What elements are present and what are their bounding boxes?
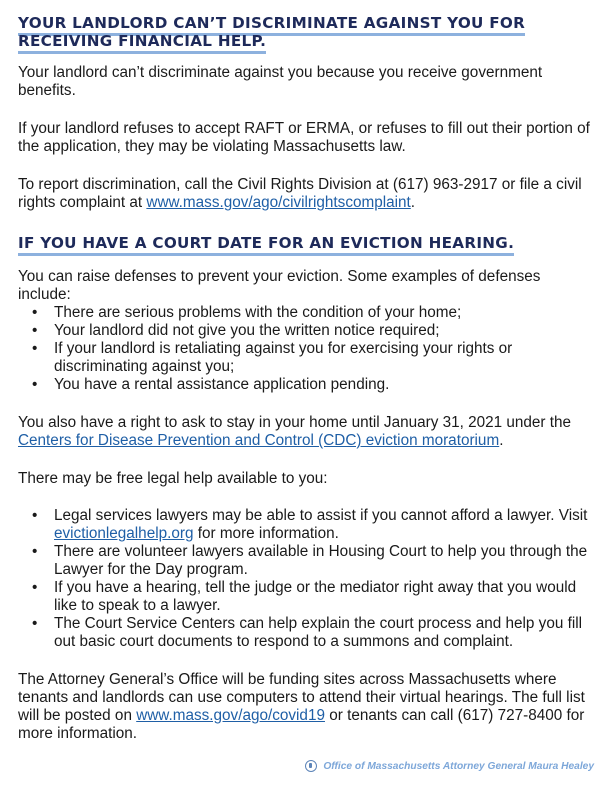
legal-item-text: The Court Service Centers can help explain the court process and help you fill out basic court documents to respond to a summons and complaint. xyxy=(54,615,583,650)
closing-text: The Attorney General’s Office will be funding sites across Massachusetts where tenants and landlords can use computers to attend their virtual hearings. The full list will be posted on xyxy=(18,671,585,724)
defense-text: Your landlord did not give you the written notice required; xyxy=(54,322,440,339)
list-item xyxy=(18,579,593,615)
bullet: • xyxy=(32,304,38,321)
paragraph-benefits: Your landlord can’t discriminate against you because you receive government benefits. xyxy=(18,64,543,99)
bullet: • xyxy=(32,507,38,524)
legal-item-text: Legal services lawyers may be able to assist if you cannot afford a lawyer. Visit xyxy=(54,507,588,524)
legal-help-list xyxy=(18,507,593,651)
heading-eviction-hearing-text: IF YOU HAVE A COURT DATE FOR AN EVICTION HEARING. xyxy=(18,234,514,256)
list-item xyxy=(18,304,593,322)
defense-text: If your landlord is retaliating against you for exercising your rights or discriminating against you; xyxy=(54,340,513,375)
legal-item-text: If you have a hearing, tell the judge or the mediator right away that you would like to speak to a lawyer. xyxy=(54,579,577,614)
heading-discrimination-line1: YOUR LANDLORD CAN’T DISCRIMINATE AGAINST YOU FOR xyxy=(18,14,525,36)
paragraph-defenses-intro: You can raise defenses to prevent your eviction. Some examples of defenses include: xyxy=(18,268,541,303)
covid19-link[interactable]: www.mass.gov/ago/covid19 xyxy=(136,707,325,724)
list-item xyxy=(18,322,593,340)
bullet: • xyxy=(32,543,38,560)
moratorium-text: You also have a right to ask to stay in your home until January 31, 2021 under the xyxy=(18,414,572,431)
defense-text: You have a rental assistance application pending. xyxy=(54,376,390,393)
report-text-end: . xyxy=(410,194,416,211)
state-seal-icon xyxy=(305,760,317,772)
heading-eviction-hearing xyxy=(18,234,593,252)
bullet: • xyxy=(32,376,38,393)
bullet: • xyxy=(32,340,38,357)
document-page xyxy=(18,14,593,743)
list-item xyxy=(18,615,593,651)
paragraph-raft-erma: If your landlord refuses to accept RAFT or ERMA, or refuses to fill out their portion of the application, they may be violating Massachusetts law. xyxy=(18,120,590,155)
legal-item-text: There are volunteer lawyers available in Housing Court to help you through the Lawyer for the Day program. xyxy=(54,543,588,578)
list-item xyxy=(18,376,593,394)
list-item xyxy=(18,507,593,543)
bullet: • xyxy=(32,579,38,596)
bullet: • xyxy=(32,615,38,632)
paragraph-virtual-hearings xyxy=(18,671,593,743)
heading-discrimination xyxy=(18,14,593,50)
defenses-list xyxy=(18,304,593,394)
footer-office-text: Office of Massachusetts Attorney General Maura Healey xyxy=(323,760,594,772)
civil-rights-complaint-link[interactable]: www.mass.gov/ago/civilrightscomplaint xyxy=(146,194,411,211)
paragraph-moratorium xyxy=(18,414,593,450)
footer xyxy=(305,760,594,772)
moratorium-text-end: . xyxy=(499,432,504,449)
legal-item-text-end: for more information. xyxy=(193,525,339,542)
defense-text: There are serious problems with the condition of your home; xyxy=(54,304,462,321)
list-item xyxy=(18,340,593,376)
report-text: To report discrimination, call the Civil Rights Division at (617) 963-2917 or file a civil rights complaint at xyxy=(18,176,582,211)
list-item xyxy=(18,543,593,579)
cdc-moratorium-link[interactable]: Centers for Disease Prevention and Control (CDC) eviction moratorium xyxy=(18,432,500,449)
heading-discrimination-line2: RECEIVING FINANCIAL HELP. xyxy=(18,32,266,54)
paragraph-report-discrimination xyxy=(18,176,593,212)
closing-text-end: or tenants can call (617) 727-8400 for more information. xyxy=(18,707,585,742)
paragraph-legal-help-intro: There may be free legal help available to you: xyxy=(18,470,328,487)
eviction-legal-help-link[interactable]: evictionlegalhelp.org xyxy=(54,525,194,542)
bullet: • xyxy=(32,322,38,339)
